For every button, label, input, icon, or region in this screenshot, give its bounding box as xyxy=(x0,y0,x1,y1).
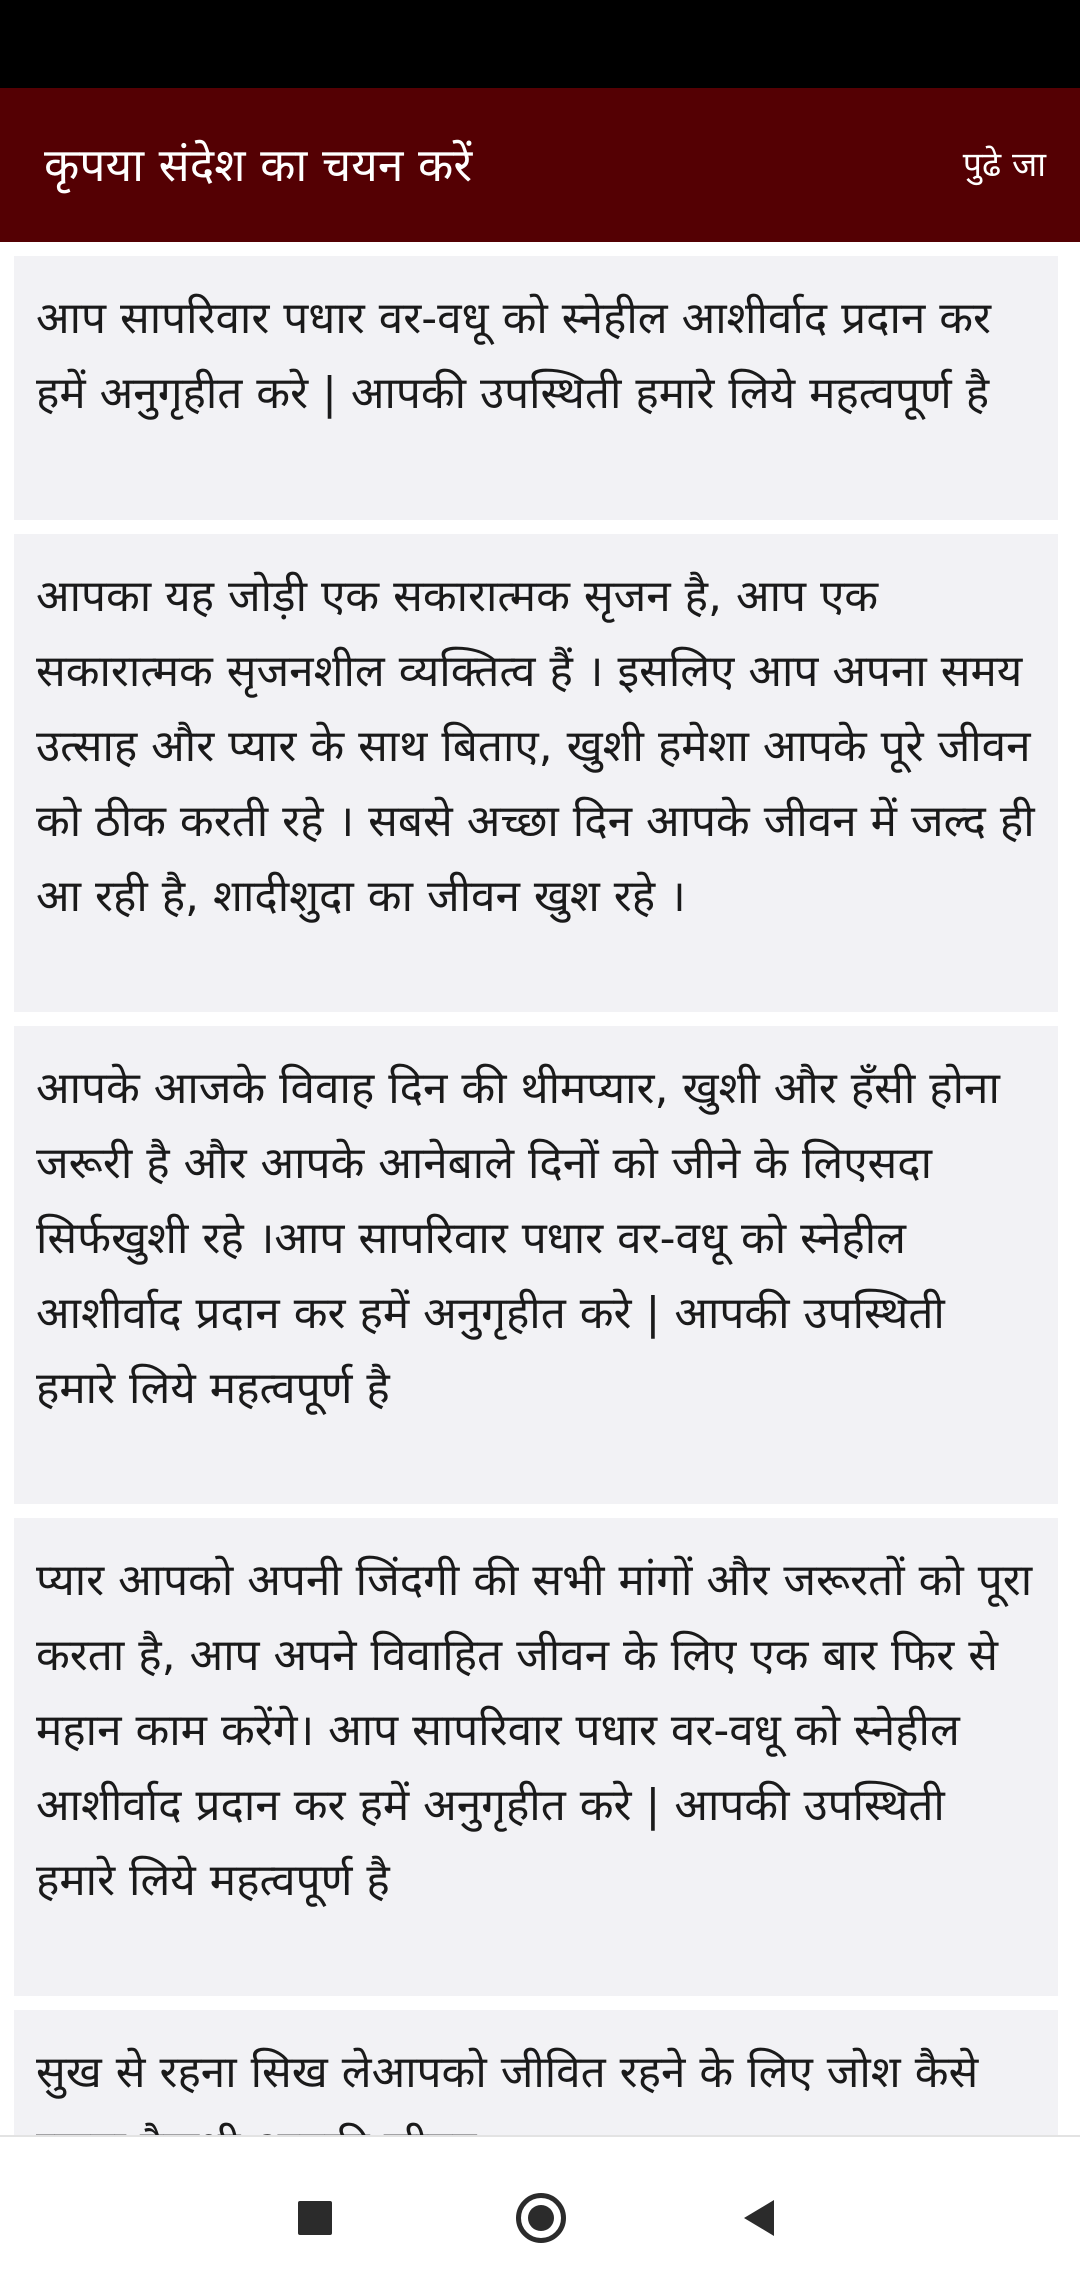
message-list-container[interactable] xyxy=(0,242,1080,2135)
navigation-bar xyxy=(0,2135,1080,2280)
back-triangle-icon[interactable] xyxy=(744,2200,774,2236)
message-text: प्यार आपको अपनी जिंदगी की सभी मांगों और जरूरतों को पूरा करता है, आप अपने विवाहित जीवन के लिए एक बार फिर से महान काम करेंगे। आप सापरिवार पधार वर-वधू को स्नेहील आशीर्वाद प्रदान कर हमें अनुगृहीत करे | आपकी उपस्थिती हमारे लिये महत्वपूर्ण है xyxy=(36,1555,1033,1906)
home-dot xyxy=(528,2205,554,2231)
message-card[interactable] xyxy=(14,1026,1058,1504)
message-card[interactable] xyxy=(14,534,1058,1012)
home-circle-icon[interactable] xyxy=(516,2193,566,2243)
recent-apps-square-icon[interactable] xyxy=(298,2201,332,2235)
message-text: आपका यह जोड़ी एक सकारात्मक सृजन है, आप एक सकारात्मक सृजनशील व्यक्तित्व हैं । इसलिए आप अपना समय उत्साह और प्यार के साथ बिताए, खुशी हमेशा आपके पूरे जीवन को ठीक करती रहे । सबसे अच्छा दिन आपके जीवन में जल्द ही आ रही है, शादीशुदा का जीवन खुश रहे । xyxy=(36,571,1035,922)
app-bar xyxy=(0,88,1080,242)
message-card[interactable] xyxy=(14,256,1058,520)
page-title: कृपया संदेश का चयन करें xyxy=(44,138,473,192)
message-list xyxy=(14,256,1058,2274)
next-button[interactable]: पुढे जा xyxy=(962,145,1046,185)
message-card[interactable] xyxy=(14,1518,1058,1996)
message-text: आपके आजके विवाह दिन की थीमप्यार, खुशी और हँसी होना जरूरी है और आपके आनेबाले दिनों को जीने के लिएसदा सिर्फखुशी रहे ।आप सापरिवार पधार वर-वधू को स्नेहील आशीर्वाद प्रदान कर हमें अनुगृहीत करे | आपकी उपस्थिती हमारे लिये महत्वपूर्ण है xyxy=(36,1063,1000,1414)
status-bar xyxy=(0,0,1080,88)
message-text: आप सापरिवार पधार वर-वधू को स्नेहील आशीर्वाद प्रदान कर हमें अनुगृहीत करे | आपकी उपस्थिती हमारे लिये महत्वपूर्ण है xyxy=(36,293,992,419)
message-text: सुख से रहना सिख लेआपको जीवित रहने के लिए जोश कैसे xyxy=(36,2047,979,2098)
